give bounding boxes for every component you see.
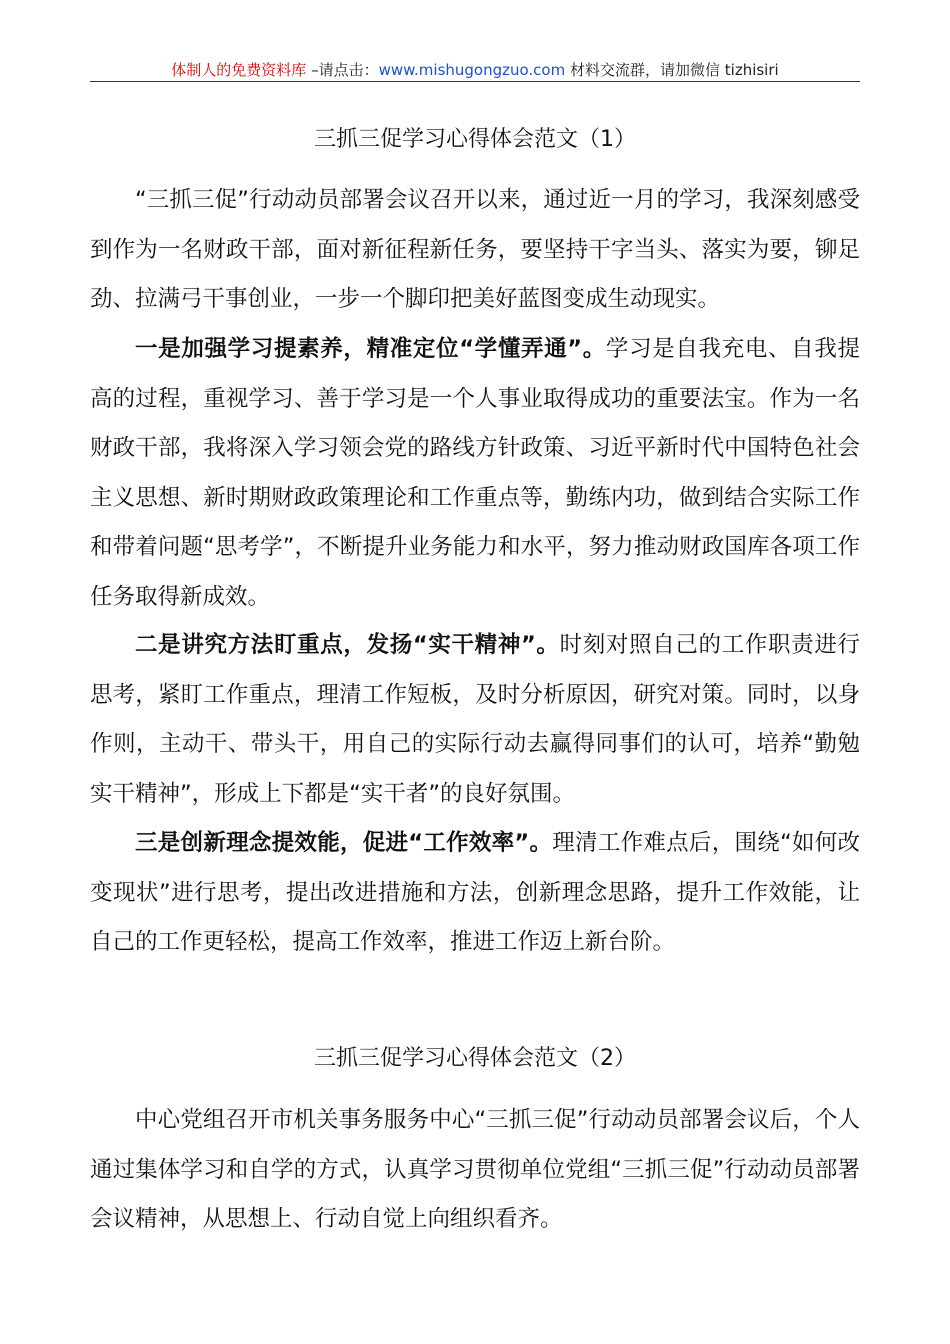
- point-1-body: 学习是自我充电、自我提高的过程，重视学习、善于学习是一个人事业取得成功的重要法宝。作为一名财政干部，我将深入学习领会党的路线方针政策、习近平新时代中国特色社会主义思想、新时期财政政策理论和工作重点等，勤练内功，做到结合实际工作和带着问题“思考学”，不断提升业务能力和水平，努力推动财政国库各项工作任务取得新成效。: [90, 336, 860, 610]
- header-website-link[interactable]: www.mishugongzuo.com: [378, 61, 566, 79]
- point-3-heading: 三是创新理念提效能，促进“工作效率”。: [135, 830, 553, 856]
- header-library-name: 体制人的免费资料库: [171, 61, 307, 79]
- article-1-point-1: [90, 325, 860, 622]
- article-2-title: 三抓三促学习心得体会范文（2）: [314, 1046, 636, 1071]
- point-3-body: 理清工作难点后，围绕“如何改变现状”进行思考，提出改进措施和方法，创新理念思路，提升工作效能，让自己的工作更轻松，提高工作效率，推进工作迈上新台阶。: [90, 830, 860, 955]
- header-wechat-note: 材料交流群，请加微信 tizhisiri: [565, 61, 779, 79]
- point-1-heading: 一是加强学习提素养，精准定位“学懂弄通”。: [135, 336, 606, 362]
- page-header: [90, 58, 860, 82]
- article-1-point-3: [90, 819, 860, 968]
- article-1-point-2: [90, 621, 860, 819]
- article-2-intro: 中心党组召开市机关事务服务中心“三抓三促”行动动员部署会议后，个人通过集体学习和自学的方式，认真学习贯彻单位党组“三抓三促”行动动员部署会议精神，从思想上、行动自觉上向组织看齐。: [90, 1107, 860, 1232]
- header-divider: [90, 81, 860, 82]
- article-1-intro: “三抓三促”行动动员部署会议召开以来，通过近一月的学习，我深刻感受到作为一名财政干部，面对新征程新任务，要坚持干字当头、落实为要，铆足劲、拉满弓干事创业，一步一个脚印把美好蓝图变成生动现实。: [90, 187, 860, 312]
- point-2-heading: 二是讲究方法盯重点，发扬“实干精神”。: [135, 632, 560, 658]
- header-prompt: –请点击：: [306, 61, 379, 79]
- article-1-title: 三抓三促学习心得体会范文（1）: [314, 127, 636, 152]
- point-2-body: 时刻对照自己的工作职责进行思考，紧盯工作重点，理清工作短板，及时分析原因，研究对策。同时，以身作则，主动干、带头干，用自己的实际行动去赢得同事们的认可，培养“勤勉实干精神”，形成上下都是“实干者”的良好氛围。: [90, 632, 860, 807]
